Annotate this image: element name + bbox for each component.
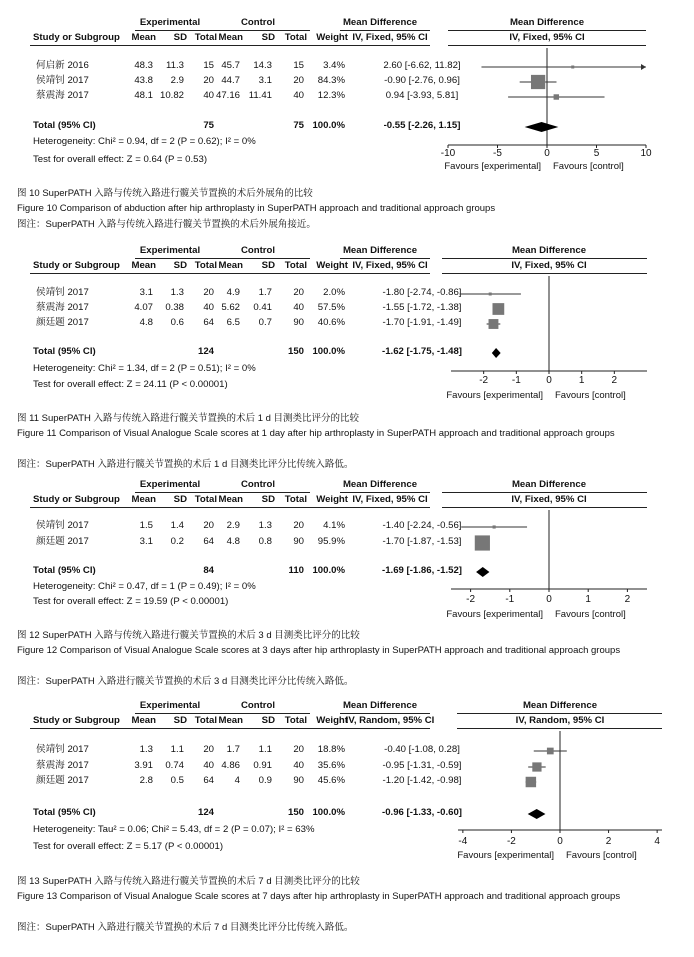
total-weight: 100.0% — [312, 565, 345, 576]
e-sd: 0.6 — [170, 317, 184, 328]
column-header-plot-method: IV, Random, 95% CI — [515, 715, 605, 726]
total-diamond — [492, 348, 501, 358]
c-sd: 1.1 — [258, 744, 272, 755]
forest-figure-13 — [0, 693, 694, 933]
column-header-c-sd: SD — [261, 715, 275, 726]
column-header-study: Study or Subgroup — [33, 260, 120, 271]
study-point — [489, 293, 492, 296]
c-sd: 0.7 — [258, 317, 272, 328]
c-sd: 1.7 — [258, 287, 272, 298]
c-mean: 6.5 — [226, 317, 240, 328]
total-e: 124 — [197, 346, 214, 357]
c-sd: 0.91 — [253, 760, 272, 771]
total-label: Total (95% CI) — [33, 120, 96, 131]
ci-text: 0.94 [-3.93, 5.81] — [385, 90, 459, 101]
heterogeneity: Heterogeneity: Chi² = 0.94, df = 2 (P = 0.62); I² = 0% — [33, 136, 256, 147]
weight: 12.3% — [317, 90, 345, 101]
x-tick-label: 4 — [654, 836, 660, 847]
column-header-plot-method: IV, Fixed, 95% CI — [509, 32, 585, 43]
e-sd: 10.82 — [159, 90, 184, 101]
c-mean: 44.7 — [221, 75, 240, 86]
e-mean: 48.3 — [134, 60, 153, 71]
total-e: 75 — [203, 120, 214, 131]
x-tick-label: 1 — [585, 594, 591, 605]
column-header-c-total: Total — [284, 494, 307, 505]
column-header-e-mean: Mean — [131, 494, 156, 505]
column-header-study: Study or Subgroup — [33, 494, 120, 505]
column-header-e-mean: Mean — [131, 260, 156, 271]
e-total: 40 — [203, 90, 214, 101]
total-diamond — [525, 122, 559, 132]
weight: 57.5% — [317, 302, 345, 313]
figure-caption-en: Figure 10 Comparison of abduction after hip arthroplasty in SuperPATH approach and traditional approach groups — [17, 203, 496, 214]
column-header-e-sd: SD — [173, 32, 187, 43]
heterogeneity: Heterogeneity: Chi² = 0.47, df = 1 (P = 0.49); I² = 0% — [33, 581, 256, 592]
ci-text: -0.95 [-1.31, -0.59] — [382, 760, 462, 771]
e-sd: 11.3 — [166, 60, 184, 71]
column-header-c-mean: Mean — [218, 494, 243, 505]
e-total: 15 — [203, 60, 214, 71]
c-mean: 4.86 — [221, 760, 240, 771]
column-header-e-mean: Mean — [131, 32, 156, 43]
e-total: 20 — [203, 75, 214, 86]
x-tick-label: 0 — [544, 148, 550, 159]
e-sd: 0.2 — [170, 536, 184, 547]
study-name: 侯靖钊 2017 — [36, 75, 89, 86]
total-e: 124 — [197, 807, 214, 818]
ci-text: -1.80 [-2.74, -0.86] — [382, 287, 462, 298]
ci-text: -0.90 [-2.76, 0.96] — [384, 75, 460, 86]
heterogeneity: Heterogeneity: Tau² = 0.06; Chi² = 5.43, df = 2 (P = 0.07); I² = 63% — [33, 824, 315, 835]
total-label: Total (95% CI) — [33, 346, 96, 357]
e-total: 40 — [203, 760, 214, 771]
study-point — [532, 762, 541, 771]
study-name: 颜廷题 2017 — [36, 775, 89, 786]
c-total: 20 — [293, 520, 304, 531]
c-total: 20 — [293, 744, 304, 755]
c-sd: 0.9 — [258, 775, 272, 786]
c-total: 40 — [293, 302, 304, 313]
column-header-ci: IV, Random, 95% CI — [345, 715, 435, 726]
x-tick-label: 1 — [578, 375, 585, 386]
column-header-e-sd: SD — [173, 494, 187, 505]
favours-left-label: Favours [experimental] — [457, 850, 554, 861]
column-header-c-mean: Mean — [218, 32, 243, 43]
header-mean-difference-plot: Mean Difference — [511, 245, 587, 256]
weight: 35.6% — [317, 760, 345, 771]
e-sd: 0.5 — [170, 775, 184, 786]
total-e: 84 — [203, 565, 214, 576]
total-ci: -1.62 [-1.75, -1.48] — [382, 346, 462, 357]
total-ci: -0.96 [-1.33, -0.60] — [382, 807, 462, 818]
column-header-weight: Weight — [316, 32, 348, 43]
total-c: 110 — [288, 565, 304, 576]
header-control: Control — [240, 700, 276, 711]
ci-text: -0.40 [-1.08, 0.28] — [384, 744, 460, 755]
header-experimental: Experimental — [139, 17, 201, 28]
x-tick-label: 0 — [557, 836, 563, 847]
column-header-ci: IV, Fixed, 95% CI — [352, 260, 428, 271]
study-point — [554, 94, 559, 99]
header-experimental: Experimental — [139, 479, 201, 490]
ci-text: -1.40 [-2.24, -0.56] — [382, 520, 462, 531]
c-mean: 47.16 — [215, 90, 240, 101]
c-mean: 1.7 — [226, 744, 240, 755]
forest-figure-11 — [0, 238, 694, 470]
e-sd: 1.4 — [170, 520, 184, 531]
weight: 95.9% — [317, 536, 345, 547]
e-mean: 1.5 — [139, 520, 153, 531]
x-tick-label: 2 — [611, 375, 618, 386]
study-point — [493, 525, 496, 528]
ci-text: 2.60 [-6.62, 11.82] — [383, 60, 461, 71]
c-mean: 2.9 — [226, 520, 240, 531]
c-mean: 4.8 — [226, 536, 240, 547]
figure-caption-en: Figure 13 Comparison of Visual Analogue Scale scores at 7 days after hip arthroplasty in SuperPATH approach and traditional approach groups — [17, 891, 621, 902]
column-header-weight: Weight — [316, 494, 348, 505]
header-experimental: Experimental — [139, 700, 201, 711]
study-point — [489, 319, 499, 329]
x-tick-label: -1 — [511, 375, 521, 386]
weight: 40.6% — [317, 317, 345, 328]
e-sd: 2.9 — [170, 75, 184, 86]
figure-caption-cn: 图 13 SuperPATH 入路与传统入路进行髋关节置换的术后 7 d 目测类比评分的比较 — [17, 876, 360, 887]
column-header-e-sd: SD — [173, 715, 187, 726]
column-header-c-total: Total — [284, 260, 307, 271]
column-header-e-mean: Mean — [131, 715, 156, 726]
column-header-c-total: Total — [284, 715, 307, 726]
total-diamond — [476, 567, 489, 577]
header-experimental: Experimental — [139, 245, 201, 256]
column-header-study: Study or Subgroup — [33, 32, 120, 43]
study-name: 蔡震海 2017 — [36, 302, 89, 313]
ci-arrow — [641, 64, 646, 70]
c-total: 40 — [293, 760, 304, 771]
header-mean-difference: Mean Difference — [342, 245, 418, 256]
x-tick-label: 0 — [546, 594, 552, 605]
column-header-c-mean: Mean — [218, 260, 243, 271]
favours-right-label: Favours [control] — [566, 850, 637, 861]
header-control: Control — [240, 245, 276, 256]
e-total: 20 — [203, 744, 214, 755]
column-header-c-total: Total — [284, 32, 307, 43]
total-ci: -1.69 [-1.86, -1.52] — [382, 565, 462, 576]
c-mean: 4 — [234, 775, 240, 786]
column-header-e-total: Total — [194, 260, 217, 271]
weight: 2.0% — [323, 287, 345, 298]
forest-plot — [0, 472, 694, 692]
x-tick-label: -2 — [466, 594, 476, 605]
c-total: 40 — [293, 90, 304, 101]
c-sd: 14.3 — [253, 60, 272, 71]
study-name: 何启新 2016 — [36, 60, 89, 71]
study-name: 侯靖钊 2017 — [36, 520, 89, 531]
x-tick-label: -10 — [440, 148, 456, 159]
header-control: Control — [240, 17, 276, 28]
overall-effect: Test for overall effect: Z = 24.11 (P < 0.00001) — [33, 379, 228, 390]
favours-left-label: Favours [experimental] — [444, 161, 541, 172]
favours-right-label: Favours [control] — [555, 609, 626, 620]
c-sd: 1.3 — [258, 520, 272, 531]
x-tick-label: 10 — [640, 148, 652, 159]
column-header-e-total: Total — [194, 715, 217, 726]
overall-effect: Test for overall effect: Z = 0.64 (P = 0.53) — [33, 154, 208, 165]
total-weight: 100.0% — [312, 120, 345, 131]
e-sd: 1.3 — [170, 287, 184, 298]
total-weight: 100.0% — [312, 346, 345, 357]
favours-right-label: Favours [control] — [553, 161, 624, 172]
total-ci: -0.55 [-2.26, 1.15] — [383, 120, 461, 131]
weight: 3.4% — [323, 60, 345, 71]
header-mean-difference: Mean Difference — [342, 700, 418, 711]
c-sd: 0.41 — [253, 302, 272, 313]
weight: 45.6% — [317, 775, 345, 786]
column-header-weight: Weight — [316, 260, 348, 271]
favours-right-label: Favours [control] — [555, 390, 626, 401]
forest-figure-10 — [0, 10, 694, 230]
column-header-c-sd: SD — [261, 260, 275, 271]
e-mean: 2.8 — [139, 775, 153, 786]
overall-effect: Test for overall effect: Z = 19.59 (P < 0.00001) — [33, 596, 229, 607]
header-mean-difference-plot: Mean Difference — [522, 700, 598, 711]
study-point — [492, 303, 504, 315]
e-total: 20 — [203, 287, 214, 298]
column-header-c-sd: SD — [261, 494, 275, 505]
x-tick-label: 2 — [605, 836, 612, 847]
c-mean: 45.7 — [221, 60, 240, 71]
study-name: 蔡震海 2017 — [36, 760, 89, 771]
header-mean-difference-plot: Mean Difference — [509, 17, 585, 28]
total-c: 150 — [287, 346, 304, 357]
figure-caption-en: Figure 12 Comparison of Visual Analogue Scale scores at 3 days after hip arthroplasty in SuperPATH approach and traditional approach groups — [17, 645, 621, 656]
study-name: 侯靖钊 2017 — [36, 744, 89, 755]
total-c: 75 — [293, 120, 304, 131]
e-total: 64 — [203, 317, 214, 328]
study-name: 侯靖钊 2017 — [36, 287, 89, 298]
header-mean-difference: Mean Difference — [342, 17, 418, 28]
x-tick-label: 0 — [546, 375, 552, 386]
header-mean-difference-plot: Mean Difference — [511, 479, 587, 490]
column-header-c-sd: SD — [261, 32, 275, 43]
ci-text: -1.55 [-1.72, -1.38] — [382, 302, 462, 313]
favours-left-label: Favours [experimental] — [446, 390, 543, 401]
total-label: Total (95% CI) — [33, 807, 96, 818]
c-sd: 3.1 — [258, 75, 272, 86]
x-tick-label: 5 — [593, 148, 600, 159]
weight: 18.8% — [317, 744, 345, 755]
e-sd: 0.38 — [165, 302, 184, 313]
figure-caption-cn: 图 10 SuperPATH 入路与传统入路进行髋关节置换的术后外展角的比较 — [17, 188, 313, 199]
study-name: 颜廷题 2017 — [36, 317, 89, 328]
c-total: 20 — [293, 75, 304, 86]
figure-note: 图注：SuperPATH 入路进行髋关节置换的术后 3 d 目测类比评分比传统入路低。 — [17, 676, 354, 687]
column-header-plot-method: IV, Fixed, 95% CI — [511, 260, 587, 271]
e-sd: 0.74 — [165, 760, 184, 771]
e-mean: 3.1 — [139, 536, 153, 547]
column-header-c-mean: Mean — [218, 715, 243, 726]
column-header-ci: IV, Fixed, 95% CI — [352, 32, 428, 43]
figure-caption-cn: 图 11 SuperPATH 入路与传统入路进行髋关节置换的术后 1 d 目测类比评分的比较 — [17, 413, 360, 424]
column-header-ci: IV, Fixed, 95% CI — [352, 494, 428, 505]
x-tick-label: -2 — [479, 375, 489, 386]
e-total: 20 — [203, 520, 214, 531]
header-mean-difference: Mean Difference — [342, 479, 418, 490]
favours-left-label: Favours [experimental] — [446, 609, 543, 620]
x-tick-label: -4 — [458, 836, 468, 847]
figure-note: 图注：SuperPATH 入路进行髋关节置换的术后 1 d 目测类比评分比传统入路低。 — [17, 459, 354, 470]
c-total: 90 — [293, 536, 304, 547]
e-total: 40 — [203, 302, 214, 313]
e-mean: 43.8 — [134, 75, 153, 86]
weight: 4.1% — [323, 520, 345, 531]
study-point — [547, 748, 554, 755]
e-sd: 1.1 — [170, 744, 184, 755]
e-total: 64 — [203, 536, 214, 547]
study-point — [475, 535, 490, 550]
e-mean: 3.1 — [139, 287, 153, 298]
column-header-e-total: Total — [194, 494, 217, 505]
study-name: 蔡震海 2017 — [36, 90, 89, 101]
study-point — [571, 66, 574, 69]
figure-note: 图注：SuperPATH 入路进行髋关节置换的术后 7 d 目测类比评分比传统入路低。 — [17, 922, 354, 933]
column-header-weight: Weight — [316, 715, 348, 726]
e-mean: 3.91 — [134, 760, 153, 771]
e-mean: 4.8 — [139, 317, 153, 328]
c-mean: 4.9 — [226, 287, 240, 298]
e-mean: 1.3 — [139, 744, 153, 755]
e-total: 64 — [203, 775, 214, 786]
ci-text: -1.70 [-1.91, -1.49] — [382, 317, 462, 328]
total-weight: 100.0% — [312, 807, 345, 818]
total-diamond — [528, 809, 546, 819]
e-mean: 4.07 — [134, 302, 153, 313]
column-header-plot-method: IV, Fixed, 95% CI — [511, 494, 587, 505]
weight: 84.3% — [317, 75, 345, 86]
c-sd: 11.41 — [248, 90, 272, 101]
column-header-e-sd: SD — [173, 260, 187, 271]
c-total: 90 — [293, 775, 304, 786]
figure-caption-cn: 图 12 SuperPATH 入路与传统入路进行髋关节置换的术后 3 d 目测类比评分的比较 — [17, 630, 360, 641]
x-tick-label: 2 — [624, 594, 631, 605]
overall-effect: Test for overall effect: Z = 5.17 (P < 0.00001) — [33, 841, 224, 852]
c-total: 15 — [293, 60, 304, 71]
x-tick-label: -5 — [493, 148, 502, 159]
c-sd: 0.8 — [258, 536, 272, 547]
ci-text: -1.70 [-1.87, -1.53] — [382, 536, 462, 547]
figure-note: 图注：SuperPATH 入路与传统入路进行髋关节置换的术后外展角接近。 — [17, 218, 316, 230]
study-point — [526, 777, 536, 787]
c-mean: 5.62 — [221, 302, 240, 313]
column-header-study: Study or Subgroup — [33, 715, 120, 726]
forest-figure-12 — [0, 472, 694, 692]
x-tick-label: -2 — [506, 836, 516, 847]
e-mean: 48.1 — [134, 90, 153, 101]
x-tick-label: -1 — [505, 594, 515, 605]
c-total: 20 — [293, 287, 304, 298]
header-control: Control — [240, 479, 276, 490]
figure-caption-en: Figure 11 Comparison of Visual Analogue Scale scores at 1 day after hip arthroplasty in SuperPATH approach and traditional approach groups — [17, 428, 615, 439]
c-total: 90 — [293, 317, 304, 328]
total-label: Total (95% CI) — [33, 565, 96, 576]
study-point — [531, 75, 545, 89]
study-name: 颜廷题 2017 — [36, 536, 89, 547]
ci-text: -1.20 [-1.42, -0.98] — [382, 775, 462, 786]
total-c: 150 — [287, 807, 304, 818]
heterogeneity: Heterogeneity: Chi² = 1.34, df = 2 (P = 0.51); I² = 0% — [33, 363, 256, 374]
column-header-e-total: Total — [194, 32, 217, 43]
